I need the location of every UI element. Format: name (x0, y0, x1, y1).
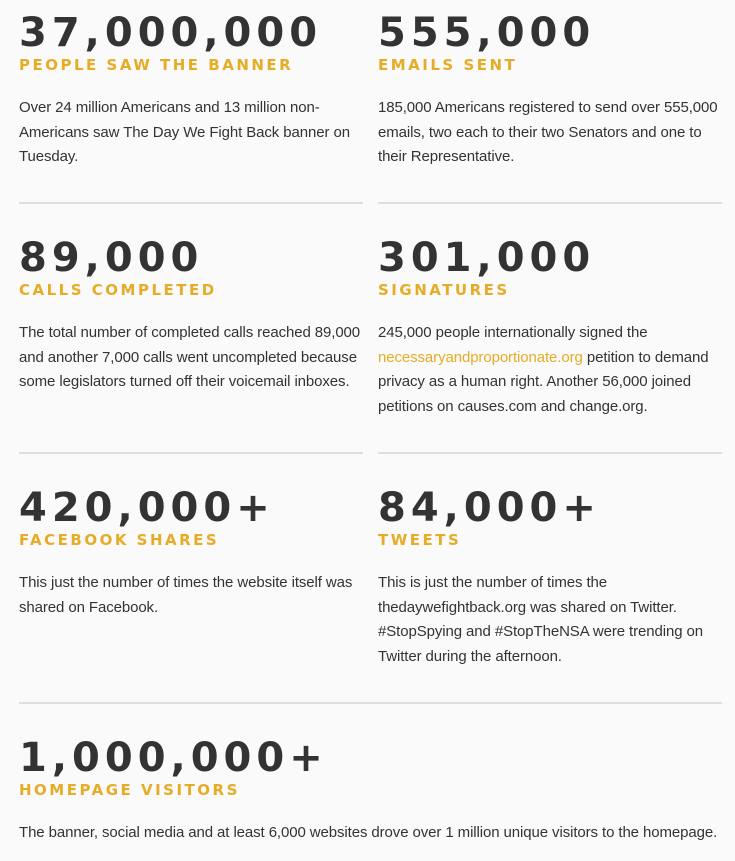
stat-number: 301,000 (378, 235, 596, 281)
stat-label: CALLS COMPLETED (19, 281, 217, 299)
divider (19, 452, 363, 454)
stat-description: The banner, social media and at least 6,000 websites drove over 1 million unique visitors to the homepage. (19, 824, 718, 841)
petition-link[interactable]: necessaryandproportionate.org (378, 348, 583, 366)
stat-label: SIGNATURES (378, 281, 510, 299)
stat-number: 37,000,000 (19, 10, 323, 56)
stat-label: EMAILS SENT (378, 56, 518, 74)
stat-number: 89,000 (19, 235, 204, 281)
stat-description: 185,000 Americans registered to send over 555,000 emails, two each to their two Senators and one to their Representative. (378, 99, 718, 166)
stat-description: This just the number of times the website itself was shared on Facebook. (19, 574, 353, 616)
divider (19, 202, 363, 204)
stat-label: FACEBOOK SHARES (19, 531, 220, 549)
stat-calls-completed (19, 236, 363, 395)
stat-description: The total number of completed calls reached 89,000 and another 7,000 calls went uncompleted because some legislators turned off their voicemail inboxes. (19, 324, 361, 391)
stat-description: This is just the number of times the thedaywefightback.org was shared on Twitter. #StopSpying and #StopTheNSA were trending on Twitter during the afternoon. (378, 574, 703, 666)
stat-label: PEOPLE SAW THE BANNER (19, 56, 294, 74)
divider (378, 452, 722, 454)
stat-facebook-shares (19, 486, 363, 620)
stat-description: Over 24 million Americans and 13 million non-Americans saw The Day We Fight Back banner on Tuesday. (19, 99, 350, 166)
stat-label: HOMEPAGE VISITORS (19, 781, 240, 799)
description-text: petition to demand privacy as a human right. Another 56,000 joined petitions on causes.com and change.org. (378, 348, 709, 416)
divider (19, 702, 722, 704)
stat-emails-sent (378, 11, 722, 170)
stat-label: TWEETS (378, 531, 462, 549)
divider (378, 202, 722, 204)
stat-people-saw-banner (19, 11, 363, 170)
stat-number: 555,000 (378, 10, 596, 56)
stat-number: 1,000,000+ (19, 735, 328, 781)
stat-tweets (378, 486, 722, 670)
stat-homepage-visitors (19, 736, 722, 846)
description-text: 245,000 people internationally signed the (378, 324, 648, 341)
stat-number: 84,000+ (378, 485, 601, 531)
stat-signatures (378, 236, 722, 420)
stat-description (378, 321, 722, 420)
stat-number: 420,000+ (19, 485, 275, 531)
